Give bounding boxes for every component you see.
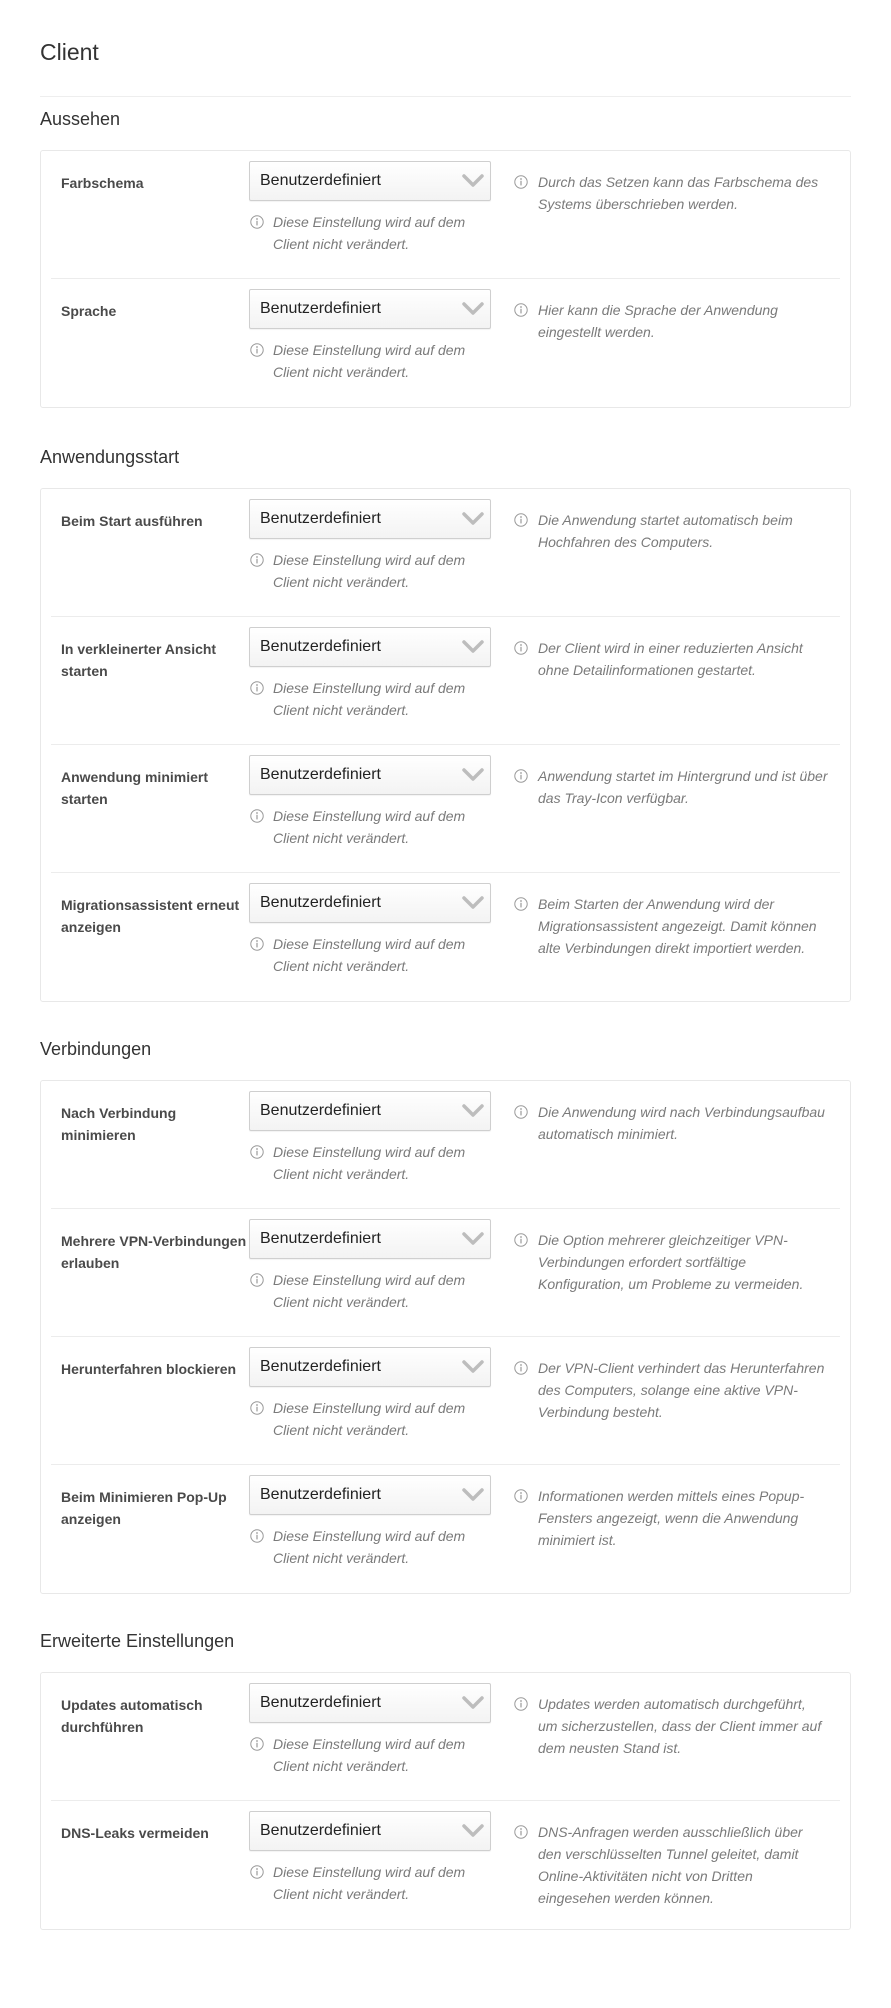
info-icon xyxy=(250,937,264,951)
settings-sections xyxy=(40,108,851,1930)
setting-label: Updates automatisch durchführen xyxy=(61,1697,203,1735)
setting-description xyxy=(513,1091,840,1208)
setting-hint-text: Diese Einstellung wird auf dem Client nicht verändert. xyxy=(273,1528,466,1566)
setting-label: Beim Start ausführen xyxy=(61,513,203,529)
setting-select[interactable] xyxy=(249,499,491,539)
section-title: Aussehen xyxy=(40,109,121,129)
chevron-down-icon xyxy=(462,1487,484,1503)
setting-row xyxy=(51,873,840,1001)
setting-hint xyxy=(249,1269,493,1313)
chevron-down-icon xyxy=(462,639,484,655)
setting-select-value: Benutzerdefiniert xyxy=(260,300,381,317)
info-icon xyxy=(514,1489,528,1503)
setting-label: DNS-Leaks vermeiden xyxy=(61,1825,209,1841)
info-icon xyxy=(514,513,528,527)
setting-row xyxy=(51,617,840,745)
setting-description-text: Updates werden automatisch durchgeführt, um sicherzustellen, dass der Client immer auf dem neusten Stand ist. xyxy=(538,1696,822,1756)
setting-description xyxy=(513,627,840,744)
setting-description xyxy=(513,289,840,407)
chevron-down-icon xyxy=(462,1103,484,1119)
setting-hint xyxy=(249,677,493,721)
info-icon xyxy=(514,1361,528,1375)
setting-hint xyxy=(249,805,493,849)
setting-control xyxy=(249,1475,493,1593)
setting-select-value: Benutzerdefiniert xyxy=(260,1358,381,1375)
info-icon xyxy=(514,769,528,783)
setting-select[interactable] xyxy=(249,161,491,201)
info-icon xyxy=(514,897,528,911)
setting-row xyxy=(51,1673,840,1801)
settings-card xyxy=(40,1080,851,1594)
setting-hint-text: Diese Einstellung wird auf dem Client nicht verändert. xyxy=(273,936,466,974)
setting-control xyxy=(249,289,493,407)
setting-label: Migrationsassistent erneut anzeigen xyxy=(61,897,240,935)
setting-select-value: Benutzerdefiniert xyxy=(260,1486,381,1503)
setting-label: Farbschema xyxy=(61,175,144,191)
setting-description xyxy=(513,1683,840,1800)
setting-select[interactable] xyxy=(249,1091,491,1131)
settings-card xyxy=(40,488,851,1002)
setting-hint-text: Diese Einstellung wird auf dem Client nicht verändert. xyxy=(273,1400,466,1438)
setting-hint xyxy=(249,1733,493,1777)
info-icon xyxy=(250,215,264,229)
setting-hint xyxy=(249,1525,493,1569)
setting-control xyxy=(249,499,493,616)
chevron-down-icon xyxy=(462,895,484,911)
setting-select[interactable] xyxy=(249,1683,491,1723)
setting-hint xyxy=(249,1861,493,1905)
setting-hint xyxy=(249,549,493,593)
chevron-down-icon xyxy=(462,1823,484,1839)
info-icon xyxy=(250,1865,264,1879)
setting-label: Sprache xyxy=(61,303,117,319)
setting-row xyxy=(51,1465,840,1593)
setting-control xyxy=(249,755,493,872)
setting-control xyxy=(249,627,493,744)
setting-control xyxy=(249,1347,493,1464)
setting-label: Nach Verbindung minimieren xyxy=(61,1105,177,1143)
settings-section xyxy=(40,446,851,1002)
page-title: Client xyxy=(40,0,851,97)
setting-select-value: Benutzerdefiniert xyxy=(260,1102,381,1119)
info-icon xyxy=(514,175,528,189)
settings-section xyxy=(40,1630,851,1930)
setting-row xyxy=(51,745,840,873)
setting-description-text: DNS-Anfragen werden ausschließlich über den verschlüsselten Tunnel geleitet, damit Online-Aktivitäten nicht von Dritten eingesehen werden können. xyxy=(538,1824,803,1906)
section-title: Anwendungsstart xyxy=(40,447,180,467)
setting-hint-text: Diese Einstellung wird auf dem Client nicht verändert. xyxy=(273,1272,466,1310)
setting-description xyxy=(513,499,840,616)
setting-description xyxy=(513,1811,840,1929)
info-icon xyxy=(514,1697,528,1711)
setting-control xyxy=(249,1219,493,1336)
setting-description-text: Anwendung startet im Hintergrund und ist über das Tray-Icon verfügbar. xyxy=(538,768,828,806)
setting-row xyxy=(51,1337,840,1465)
setting-row xyxy=(51,1081,840,1209)
setting-hint-text: Diese Einstellung wird auf dem Client nicht verändert. xyxy=(273,342,466,380)
setting-hint xyxy=(249,1141,493,1185)
info-icon xyxy=(514,1105,528,1119)
section-title: Erweiterte Einstellungen xyxy=(40,1631,235,1651)
info-icon xyxy=(250,1529,264,1543)
setting-row xyxy=(51,151,840,279)
info-icon xyxy=(514,1825,528,1839)
setting-hint-text: Diese Einstellung wird auf dem Client nicht verändert. xyxy=(273,1864,466,1902)
setting-description xyxy=(513,755,840,872)
setting-select-value: Benutzerdefiniert xyxy=(260,1694,381,1711)
setting-hint-text: Diese Einstellung wird auf dem Client nicht verändert. xyxy=(273,680,466,718)
setting-description xyxy=(513,883,840,1001)
setting-description-text: Die Anwendung startet automatisch beim Hochfahren des Computers. xyxy=(538,512,793,550)
setting-description-text: Der Client wird in einer reduzierten Ansicht ohne Detailinformationen gestartet. xyxy=(538,640,803,678)
chevron-down-icon xyxy=(462,1695,484,1711)
setting-select[interactable] xyxy=(249,755,491,795)
info-icon xyxy=(250,1273,264,1287)
info-icon xyxy=(514,641,528,655)
setting-select-value: Benutzerdefiniert xyxy=(260,894,381,911)
setting-hint-text: Diese Einstellung wird auf dem Client nicht verändert. xyxy=(273,808,466,846)
setting-label: Mehrere VPN-Verbindungen erlauben xyxy=(61,1233,247,1271)
setting-select[interactable] xyxy=(249,1811,491,1851)
setting-description xyxy=(513,1219,840,1336)
setting-select-value: Benutzerdefiniert xyxy=(260,766,381,783)
setting-select[interactable] xyxy=(249,627,491,667)
chevron-down-icon xyxy=(462,767,484,783)
setting-label: Anwendung minimiert starten xyxy=(61,769,208,807)
info-icon xyxy=(250,1401,264,1415)
chevron-down-icon xyxy=(462,301,484,317)
setting-row xyxy=(51,489,840,617)
settings-section xyxy=(40,108,851,408)
setting-label: In verkleinerter Ansicht starten xyxy=(61,641,217,679)
setting-description xyxy=(513,161,840,278)
info-icon xyxy=(250,1145,264,1159)
setting-select-value: Benutzerdefiniert xyxy=(260,638,381,655)
setting-description xyxy=(513,1347,840,1464)
setting-row xyxy=(51,1801,840,1929)
setting-control xyxy=(249,1683,493,1800)
setting-select[interactable] xyxy=(249,289,491,329)
setting-hint-text: Diese Einstellung wird auf dem Client nicht verändert. xyxy=(273,552,466,590)
setting-select[interactable] xyxy=(249,1347,491,1387)
info-icon xyxy=(250,809,264,823)
setting-row xyxy=(51,1209,840,1337)
setting-select-value: Benutzerdefiniert xyxy=(260,510,381,527)
chevron-down-icon xyxy=(462,511,484,527)
setting-select-value: Benutzerdefiniert xyxy=(260,172,381,189)
setting-control xyxy=(249,1811,493,1929)
info-icon xyxy=(250,343,264,357)
setting-select-value: Benutzerdefiniert xyxy=(260,1822,381,1839)
setting-description-text: Die Option mehrerer gleichzeitiger VPN-Verbindungen erfordert sortfältige Konfiguration, um Probleme zu vermeiden. xyxy=(538,1232,804,1292)
setting-label: Herunterfahren blockieren xyxy=(61,1361,237,1377)
section-title: Verbindungen xyxy=(40,1039,152,1059)
setting-select-value: Benutzerdefiniert xyxy=(260,1230,381,1247)
setting-hint xyxy=(249,339,493,383)
info-icon xyxy=(514,1233,528,1247)
setting-hint-text: Diese Einstellung wird auf dem Client nicht verändert. xyxy=(273,1736,466,1774)
info-icon xyxy=(250,681,264,695)
setting-row xyxy=(51,279,840,407)
chevron-down-icon xyxy=(462,1359,484,1375)
setting-control xyxy=(249,161,493,278)
settings-card xyxy=(40,150,851,408)
setting-description-text: Durch das Setzen kann das Farbschema des Systems überschrieben werden. xyxy=(538,174,819,212)
setting-hint-text: Diese Einstellung wird auf dem Client nicht verändert. xyxy=(273,214,466,252)
setting-control xyxy=(249,1091,493,1208)
info-icon xyxy=(514,303,528,317)
info-icon xyxy=(250,1737,264,1751)
settings-card xyxy=(40,1672,851,1930)
setting-select[interactable] xyxy=(249,1219,491,1259)
setting-hint xyxy=(249,211,493,255)
chevron-down-icon xyxy=(462,173,484,189)
setting-description-text: Informationen werden mittels eines Popup-Fensters angezeigt, wenn die Anwendung minimiert ist. xyxy=(538,1488,805,1548)
setting-description-text: Beim Starten der Anwendung wird der Migrationsassistent angezeigt. Damit können alte Verbindungen direkt importiert werden. xyxy=(538,896,817,956)
setting-description-text: Der VPN-Client verhindert das Herunterfahren des Computers, solange eine aktive VPN-Verbindung besteht. xyxy=(538,1360,825,1420)
setting-select[interactable] xyxy=(249,1475,491,1515)
setting-description-text: Die Anwendung wird nach Verbindungsaufbau automatisch minimiert. xyxy=(538,1104,825,1142)
settings-section xyxy=(40,1038,851,1594)
setting-description-text: Hier kann die Sprache der Anwendung eingestellt werden. xyxy=(538,302,778,340)
setting-hint xyxy=(249,1397,493,1441)
chevron-down-icon xyxy=(462,1231,484,1247)
setting-label: Beim Minimieren Pop-Up anzeigen xyxy=(61,1489,227,1527)
setting-hint xyxy=(249,933,493,977)
setting-hint-text: Diese Einstellung wird auf dem Client nicht verändert. xyxy=(273,1144,466,1182)
setting-select[interactable] xyxy=(249,883,491,923)
info-icon xyxy=(250,553,264,567)
setting-description xyxy=(513,1475,840,1593)
setting-control xyxy=(249,883,493,1001)
